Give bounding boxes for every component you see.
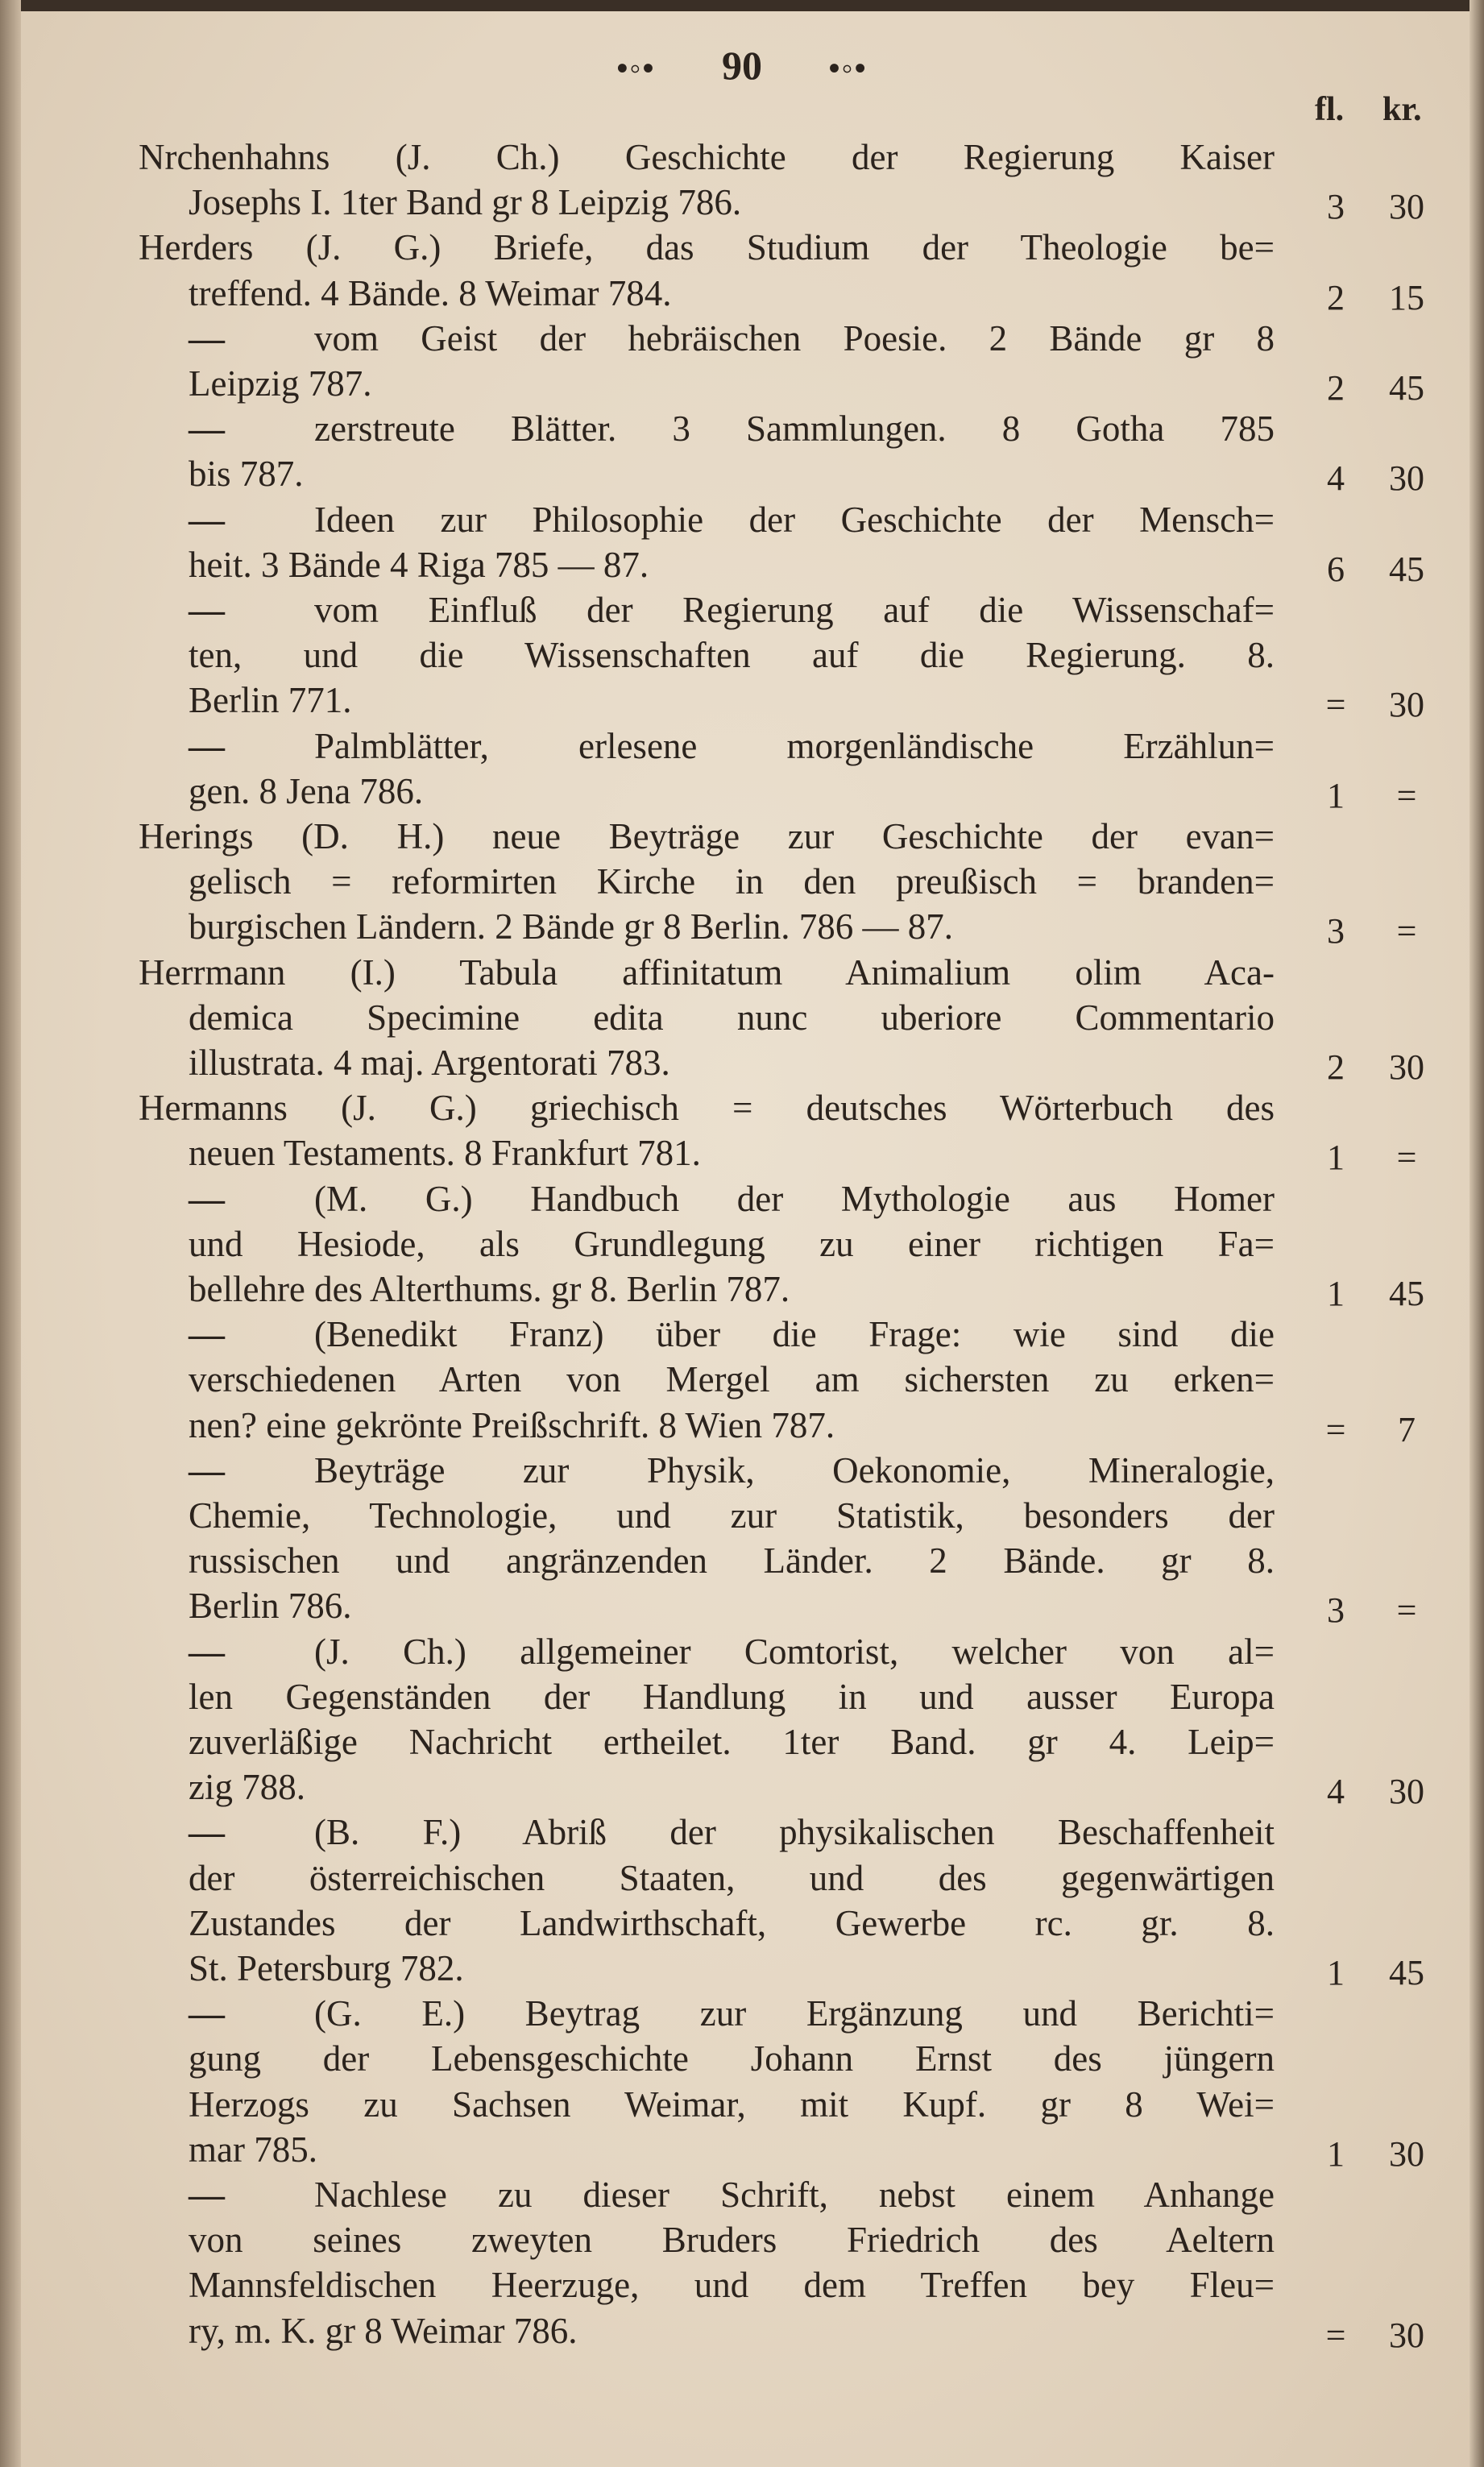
price-florin: 1 bbox=[1327, 2133, 1345, 2174]
entry-text: vom Geist der hebräischen Poesie. 2 Bände gr 8 bbox=[314, 317, 1275, 359]
price-kreuzer: 45 bbox=[1389, 368, 1424, 408]
ditto-dash: — bbox=[189, 1631, 225, 1672]
entry-line bbox=[0, 1312, 1484, 1357]
entry-line bbox=[0, 361, 1484, 406]
entry-line bbox=[0, 1357, 1484, 1402]
entry-line bbox=[0, 587, 1484, 632]
entry-text: ry, m. K. gr 8 Weimar 786. bbox=[189, 2310, 578, 2351]
entry-line bbox=[0, 1130, 1484, 1178]
price-florin: 1 bbox=[1327, 1953, 1345, 1992]
entry-text: St. Petersburg 782. bbox=[189, 1948, 464, 1988]
entry-line bbox=[0, 1583, 1484, 1631]
entry-line bbox=[0, 1855, 1484, 1901]
entry-line bbox=[0, 1674, 1484, 1719]
entry-text: Herings (D. H.) neue Beyträge zur Geschichte der evan= bbox=[139, 816, 1275, 856]
entry-text: Herrmann (I.) Tabula affinitatum Animalium olim Aca- bbox=[139, 952, 1275, 993]
price-florin: 4 bbox=[1327, 458, 1345, 499]
entry-text: zuverläßige Nachricht ertheilet. 1ter Band. gr 4. Leip= bbox=[189, 1722, 1275, 1762]
entry-line bbox=[0, 1629, 1484, 1674]
running-head bbox=[0, 42, 1484, 89]
entry-text: Josephs I. 1ter Band gr 8 Leipzig 786. bbox=[189, 182, 742, 223]
entry-text: Ideen zur Philosophie der Geschichte der Mensch= bbox=[314, 499, 1275, 540]
entry-text: Herzogs zu Sachsen Weimar, mit Kupf. gr 8 Wei= bbox=[189, 2083, 1275, 2125]
entry-line bbox=[0, 1267, 1484, 1312]
entry-line bbox=[0, 724, 1484, 769]
price-kreuzer: 7 bbox=[1398, 1409, 1416, 1449]
entry-line bbox=[0, 1764, 1484, 1810]
price-kreuzer: 30 bbox=[1389, 1772, 1424, 1812]
entry-text: verschiedenen Arten von Mergel am sichersten zu erken= bbox=[189, 1359, 1275, 1400]
ditto-dash: — bbox=[189, 590, 225, 630]
entry-text: (Benedikt Franz) über die Frage: wie sind die bbox=[314, 1314, 1275, 1355]
entry-text: Nachlese zu dieser Schrift, nebst einem Anhange bbox=[314, 2175, 1275, 2215]
ornament-left-icon: •◦• bbox=[616, 50, 656, 86]
price-florin: = bbox=[1325, 1409, 1346, 1449]
column-header-kr: kr. bbox=[1382, 91, 1422, 128]
entry-line bbox=[0, 180, 1484, 225]
entry-text: Berlin 771. bbox=[189, 680, 352, 721]
entry-line bbox=[0, 632, 1484, 678]
ditto-dash: — bbox=[189, 2175, 225, 2215]
entry-text: treffend. 4 Bände. 8 Weimar 784. bbox=[189, 272, 672, 313]
price-kreuzer: 45 bbox=[1389, 1953, 1424, 1992]
entry-text: ten, und die Wissenschaften auf die Regierung. 8. bbox=[189, 635, 1275, 676]
entry-text: mar 785. bbox=[189, 2129, 317, 2170]
entry-text: Berlin 786. bbox=[189, 1586, 352, 1627]
ditto-dash: — bbox=[189, 1812, 225, 1853]
price-kreuzer: 45 bbox=[1389, 549, 1424, 589]
entry-line bbox=[0, 1991, 1484, 2036]
price-florin: 6 bbox=[1327, 549, 1345, 589]
entry-line bbox=[0, 2082, 1484, 2127]
entry-text: zerstreute Blätter. 3 Sammlungen. 8 Gotha 785 bbox=[314, 408, 1275, 450]
entry-line bbox=[0, 2262, 1484, 2307]
price-florin: 3 bbox=[1327, 1590, 1345, 1631]
price-kreuzer: = bbox=[1396, 1138, 1417, 1178]
entry-heading-line bbox=[0, 135, 1484, 180]
entry-heading-line bbox=[0, 950, 1484, 995]
ditto-dash: — bbox=[189, 1178, 225, 1219]
page-top-edge bbox=[0, 0, 1484, 11]
page-number: 90 bbox=[722, 43, 762, 88]
entry-line bbox=[0, 1946, 1484, 1991]
entry-text: (G. E.) Beytrag zur Ergänzung und Berichti= bbox=[314, 1993, 1275, 2034]
entry-text: der österreichischen Staaten, und des gegenwärtigen bbox=[189, 1857, 1275, 1898]
entry-text: heit. 3 Bände 4 Riga 785 — 87. bbox=[189, 544, 649, 585]
entry-text: (B. F.) Abriß der physikalischen Beschaffenheit bbox=[314, 1812, 1275, 1853]
entry-heading-line bbox=[0, 814, 1484, 859]
price-kreuzer: 30 bbox=[1389, 187, 1424, 227]
entry-heading-line bbox=[0, 1085, 1484, 1130]
entry-text: Palmblätter, erlesene morgenländische Erzählun= bbox=[314, 725, 1275, 766]
entry-text: demica Specimine edita nunc uberiore Commentario bbox=[189, 997, 1275, 1038]
entry-line bbox=[0, 406, 1484, 451]
price-kreuzer: 30 bbox=[1389, 1047, 1424, 1087]
price-florin: 2 bbox=[1327, 368, 1345, 408]
price-kreuzer: 30 bbox=[1389, 2133, 1424, 2174]
price-kreuzer: = bbox=[1396, 775, 1417, 815]
ditto-dash: — bbox=[189, 1314, 225, 1355]
entry-text: gen. 8 Jena 786. bbox=[189, 770, 424, 811]
entry-text: von seines zweyten Bruders Friedrich des Aeltern bbox=[189, 2220, 1275, 2261]
ditto-dash: — bbox=[189, 1993, 225, 2034]
price-florin: = bbox=[1325, 2315, 1346, 2355]
entry-heading-line bbox=[0, 225, 1484, 270]
entry-line bbox=[0, 316, 1484, 361]
entry-text: russischen und angränzenden Länder. 2 Bände. gr 8. bbox=[189, 1540, 1275, 1582]
price-florin: 2 bbox=[1327, 1047, 1345, 1087]
entry-text: len Gegenständen der Handlung in und ausser Europa bbox=[189, 1676, 1275, 1717]
entry-text: nen? eine gekrönte Preißschrift. 8 Wien 787. bbox=[189, 1404, 835, 1445]
entry-text: gung der Lebensgeschichte Johann Ernst des jüngern bbox=[189, 2038, 1275, 2079]
entry-line bbox=[0, 2172, 1484, 2217]
entry-line bbox=[0, 1448, 1484, 1493]
price-florin: 1 bbox=[1327, 1274, 1345, 1313]
entry-line bbox=[0, 678, 1484, 723]
entry-line bbox=[0, 497, 1484, 542]
entry-text: Herders (J. G.) Briefe, das Studium der Theologie be= bbox=[139, 227, 1275, 268]
ditto-dash: — bbox=[189, 725, 225, 766]
entry-text: Hermanns (J. G.) griechisch = deutsches Wörterbuch des bbox=[139, 1088, 1275, 1129]
price-florin: 1 bbox=[1327, 775, 1345, 815]
entry-line bbox=[0, 1901, 1484, 1946]
entry-text: Nrchenhahns (J. Ch.) Geschichte der Regierung Kaiser bbox=[139, 137, 1275, 177]
price-kreuzer: 30 bbox=[1389, 458, 1424, 499]
price-florin: = bbox=[1325, 685, 1346, 725]
entry-text: Mannsfeldischen Heerzuge, und dem Treffen bey Fleu= bbox=[189, 2265, 1275, 2306]
entry-text: Beyträge zur Physik, Oekonomie, Mineralogie, bbox=[314, 1449, 1275, 1491]
entry-text: gelisch = reformirten Kirche in den preußisch = branden= bbox=[189, 861, 1275, 902]
entry-text: (M. G.) Handbuch der Mythologie aus Homer bbox=[314, 1178, 1275, 1219]
entry-line bbox=[0, 542, 1484, 587]
price-florin: 1 bbox=[1327, 1138, 1345, 1178]
entry-line bbox=[0, 1810, 1484, 1855]
entry-line bbox=[0, 2127, 1484, 2172]
entry-line bbox=[0, 1538, 1484, 1583]
price-kreuzer: = bbox=[1396, 1590, 1417, 1631]
entry-line bbox=[0, 2036, 1484, 2081]
ornament-right-icon: •◦• bbox=[828, 50, 868, 86]
entry-text: und Hesiode, als Grundlegung zu einer richtigen Fa= bbox=[189, 1223, 1275, 1264]
entry-text: vom Einfluß der Regierung auf die Wissenschaf= bbox=[314, 590, 1275, 630]
entry-text: illustrata. 4 maj. Argentorati 783. bbox=[189, 1043, 670, 1083]
price-kreuzer: 30 bbox=[1389, 685, 1424, 725]
ditto-dash: — bbox=[189, 1449, 225, 1491]
entry-line bbox=[0, 1176, 1484, 1221]
entry-line bbox=[0, 1719, 1484, 1764]
entry-text: burgischen Ländern. 2 Bände gr 8 Berlin. 786 — 87. bbox=[189, 906, 953, 947]
price-florin: 4 bbox=[1327, 1772, 1345, 1812]
entry-line bbox=[0, 271, 1484, 316]
entry-line bbox=[0, 904, 1484, 952]
entry-line bbox=[0, 995, 1484, 1040]
price-kreuzer: = bbox=[1396, 911, 1417, 952]
entry-line bbox=[0, 2217, 1484, 2262]
entry-text: (J. Ch.) allgemeiner Comtorist, welcher von al= bbox=[314, 1631, 1275, 1672]
entry-line bbox=[0, 2308, 1484, 2353]
price-florin: 3 bbox=[1327, 187, 1345, 227]
entry-text: bis 787. bbox=[189, 454, 304, 495]
price-kreuzer: 30 bbox=[1389, 2315, 1424, 2355]
ditto-dash: — bbox=[189, 499, 225, 540]
entry-line bbox=[0, 859, 1484, 904]
entry-line bbox=[0, 769, 1484, 814]
entry-line bbox=[0, 1040, 1484, 1085]
column-header-fl: fl. bbox=[1315, 91, 1345, 128]
price-florin: 2 bbox=[1327, 277, 1345, 317]
entry-text: neuen Testaments. 8 Frankfurt 781. bbox=[189, 1133, 701, 1174]
price-kreuzer: 15 bbox=[1389, 277, 1424, 317]
entry-line bbox=[0, 1493, 1484, 1538]
entry-line bbox=[0, 1221, 1484, 1267]
ditto-dash: — bbox=[189, 317, 225, 359]
entry-text: zig 788. bbox=[189, 1767, 305, 1808]
ditto-dash: — bbox=[189, 408, 225, 450]
price-florin: 3 bbox=[1327, 911, 1345, 952]
price-kreuzer: 45 bbox=[1389, 1274, 1424, 1313]
entry-text: bellehre des Alterthums. gr 8. Berlin 787. bbox=[189, 1269, 790, 1309]
entry-text: Leipzig 787. bbox=[189, 363, 372, 404]
entry-line bbox=[0, 451, 1484, 499]
entry-text: Zustandes der Landwirthschaft, Gewerbe rc. gr. 8. bbox=[189, 1902, 1275, 1943]
entry-line bbox=[0, 1403, 1484, 1448]
entry-text: Chemie, Technologie, und zur Statistik, besonders der bbox=[189, 1495, 1275, 1536]
